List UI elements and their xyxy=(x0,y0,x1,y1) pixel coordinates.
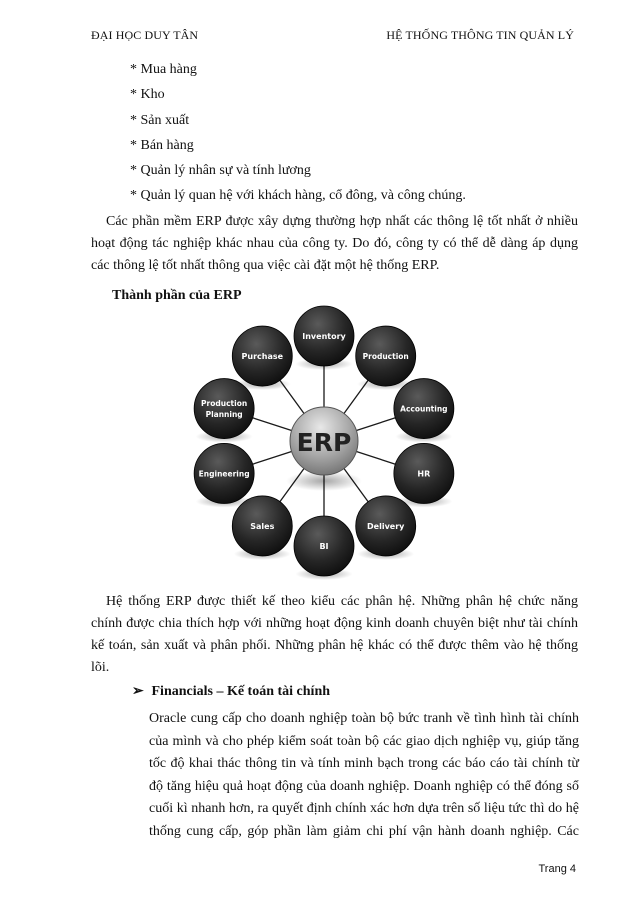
paragraph-line: lõi. xyxy=(91,660,110,675)
module-node xyxy=(294,516,354,580)
bullet-item: * Kho xyxy=(130,87,165,103)
paragraph-line: hoạt động tác nghiệp khác nhau của công ty. Do đó, công ty có thể dễ dàng áp dụng xyxy=(91,236,578,251)
module-label: Purchase xyxy=(241,352,284,362)
paragraph-line: của mình và cho phép kiểm soát toàn bộ các giao dịch nghiệp vụ, giúp tăng xyxy=(149,733,579,749)
header-left: ĐẠI HỌC DUY TÂN xyxy=(91,28,199,42)
paragraph-erp-modules xyxy=(91,591,578,679)
module-label: Sales xyxy=(250,521,275,531)
paragraph-line: Các phần mềm ERP được xây dựng thường hợp nhất các thông lệ tốt nhất ở nhiều xyxy=(106,214,578,229)
module-label: Inventory xyxy=(302,332,346,341)
module-node xyxy=(356,496,416,560)
paragraph-line: tốc độ khai thác thông tin và tính minh bạch trong các báo cáo tài chính từ xyxy=(149,756,579,771)
module-label: Engineering xyxy=(198,469,250,479)
module-node xyxy=(394,379,454,443)
paragraph-financials xyxy=(149,708,579,843)
page-number: Trang 4 xyxy=(538,863,576,875)
bullet-item: * Bán hàng xyxy=(130,137,194,153)
module-label: Production xyxy=(201,399,248,409)
paragraph-line: thống cung cấp, góp phần làm giảm chi phí vận hành doanh nghiệp. Các xyxy=(149,823,579,839)
module-label: HR xyxy=(417,469,431,479)
module-node xyxy=(356,326,416,390)
paragraph-line: chính được chia thích hợp với những hoạt động kinh doanh chuyên biệt như tài chính xyxy=(91,616,578,631)
paragraph-line: các thông lệ tốt nhất thông qua việc cài đặt một hệ thống ERP. xyxy=(91,258,440,273)
paragraph-line: độ tăng hiệu quả hoạt động của doanh nghiệp. Doanh nghiệp có thể đóng sổ xyxy=(149,778,579,794)
center-node xyxy=(286,407,362,491)
module-label: Planning xyxy=(205,410,243,420)
paragraph-line: Oracle cung cấp cho doanh nghiệp toàn bộ bức tranh về tình hình tài chính xyxy=(149,711,579,726)
module-node xyxy=(194,443,254,507)
paragraph-line: kế toán, sản xuất và phân phối. Những phân hệ khác có thể được thêm vào hệ thống xyxy=(91,638,578,653)
center-label: ERP xyxy=(296,428,352,457)
module-label: Delivery xyxy=(367,521,405,531)
paragraph-erp-intro xyxy=(91,211,578,277)
bullet-list xyxy=(130,60,466,212)
module-node xyxy=(232,326,292,390)
header-right: HỆ THỐNG THÔNG TIN QUẢN LÝ xyxy=(386,28,574,42)
bullet-item: * Mua hàng xyxy=(130,62,197,77)
bullet-item: * Quản lý nhân sự và tính lương xyxy=(130,163,311,179)
arrow-bullet-icon: ➢ xyxy=(132,684,144,699)
erp-diagram xyxy=(190,305,458,585)
subheading-text: Financials – Kế toán tài chính xyxy=(151,684,331,699)
paragraph-line: Hệ thống ERP được thiết kế theo kiểu các phân hệ. Những phân hệ chức năng xyxy=(106,594,578,609)
module-node xyxy=(294,306,354,370)
module-label: Production xyxy=(362,352,409,362)
module-label: Accounting xyxy=(400,404,448,414)
paragraph-line: cuối kì nhanh hơn, ra quyết định chính xác hơn dựa trên số liệu tức thì do hệ xyxy=(149,801,579,816)
module-label: BI xyxy=(319,542,329,551)
section-title: Thành phần của ERP xyxy=(112,288,242,303)
subheading-financials xyxy=(132,683,330,700)
bullet-item: * Quản lý quan hệ với khách hàng, cổ đông, và công chúng. xyxy=(130,188,466,204)
module-node xyxy=(394,443,454,507)
bullet-item: * Sản xuất xyxy=(130,112,190,128)
